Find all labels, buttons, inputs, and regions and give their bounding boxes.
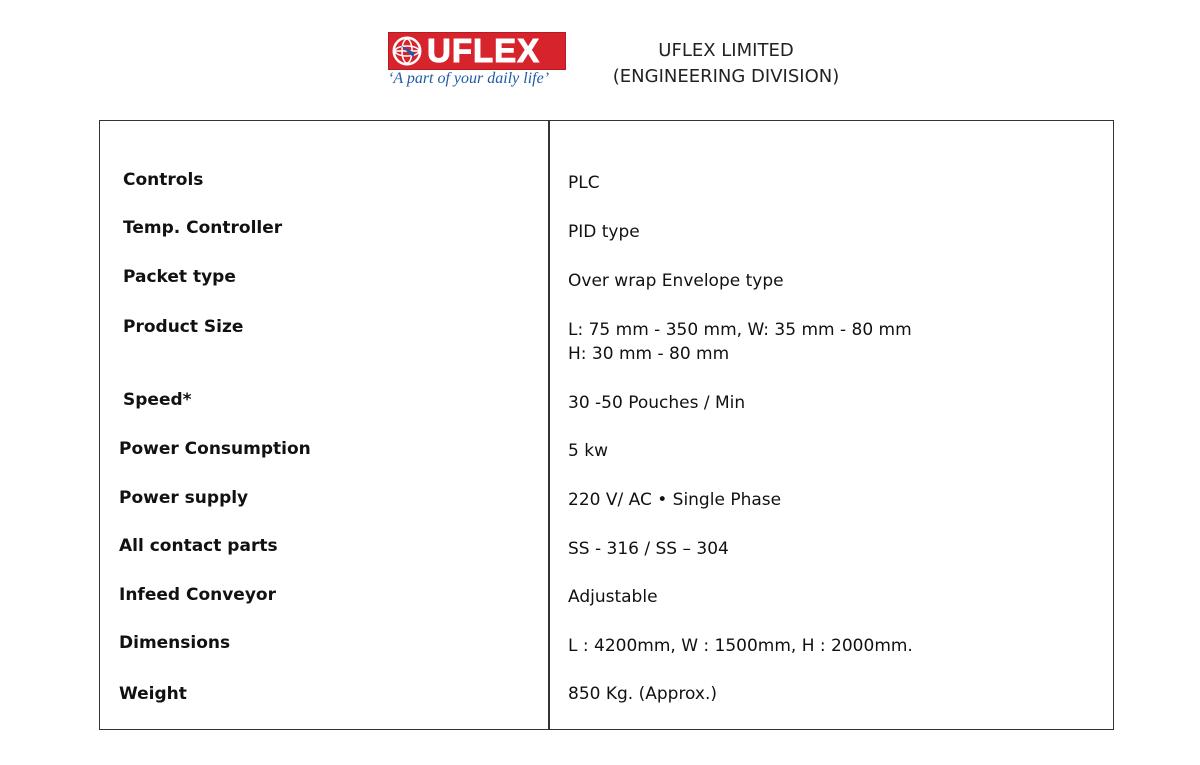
spec-label: Infeed Conveyor: [119, 585, 276, 605]
spec-label: Product Size: [123, 317, 244, 337]
globe-icon: [391, 35, 423, 67]
spec-value: SS - 316 / SS – 304: [568, 539, 729, 559]
spec-value: L: 75 mm - 350 mm, W: 35 mm - 80 mm: [568, 320, 912, 340]
spec-label: Temp. Controller: [123, 218, 283, 238]
logo-tagline: ‘A part of your daily life’: [388, 70, 550, 87]
spec-value: 850 Kg. (Approx.): [568, 684, 718, 704]
logo-box: [388, 32, 566, 70]
spec-value: PLC: [568, 173, 600, 193]
spec-value: Adjustable: [568, 587, 658, 607]
uflex-logo: [388, 32, 566, 94]
spec-value: L : 4200mm, W : 1500mm, H : 2000mm.: [568, 636, 913, 656]
spec-value: Over wrap Envelope type: [568, 271, 784, 291]
column-divider: [548, 121, 550, 729]
spec-label: Speed*: [123, 390, 192, 410]
spec-label: Controls: [123, 170, 204, 190]
spec-value: 220 V/ AC • Single Phase: [568, 490, 782, 510]
spec-value-line2: H: 30 mm - 80 mm: [568, 344, 730, 364]
spec-label: Packet type: [123, 267, 236, 287]
spec-label: Power supply: [119, 488, 249, 508]
spec-value: 5 kw: [568, 441, 608, 461]
spec-value: PID type: [568, 222, 640, 242]
spec-label: Dimensions: [119, 633, 231, 653]
spec-label: All contact parts: [119, 536, 278, 556]
logo-wordmark: UFLEX: [427, 32, 541, 69]
company-name: UFLEX LIMITED: [658, 40, 794, 61]
company-division: (ENGINEERING DIVISION): [612, 66, 840, 87]
spec-label: Weight: [119, 684, 187, 704]
spec-table: [99, 120, 1114, 730]
spec-label: Power Consumption: [119, 439, 311, 459]
company-heading: [594, 38, 858, 90]
spec-value: 30 -50 Pouches / Min: [568, 393, 746, 413]
